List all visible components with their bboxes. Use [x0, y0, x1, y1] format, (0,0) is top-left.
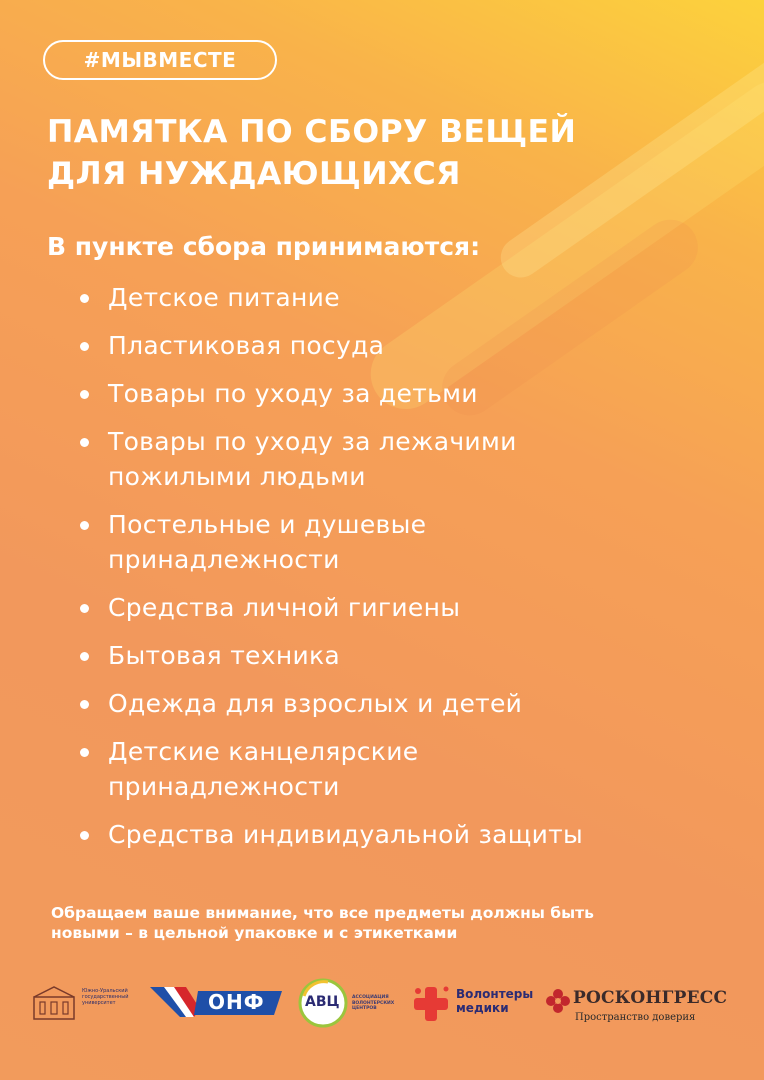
accepted-items-list — [80, 280, 583, 865]
avc-label: АВЦ — [305, 994, 340, 1010]
avc-text-line: АССОЦИАЦИЯ — [352, 995, 389, 1000]
title-line: ДЛЯ НУЖДАЮЩИХСЯ — [47, 156, 461, 192]
onf-label: ОНФ — [208, 990, 265, 1014]
medics-text — [456, 987, 533, 1015]
notice-line: Обращаем ваше внимание, что все предметы должны быть — [51, 904, 594, 922]
list-item-text: Пластиковая посуда — [108, 331, 385, 360]
medics-text-line: Волонтеры — [456, 987, 534, 1001]
susu-text-line: университет — [82, 1000, 116, 1006]
roscongress-slogan: Пространство доверия — [575, 1012, 696, 1023]
list-item-text: Бытовая техника — [108, 641, 341, 670]
avc-text-line: ВОЛОНТЕРСКИХ — [352, 1000, 395, 1006]
medical-cross-icon — [410, 983, 454, 1027]
list-item-text: Товары по уходу за лежачими — [108, 427, 517, 456]
susu-text-line: Южно-Уральский — [82, 988, 128, 994]
list-item — [80, 734, 583, 804]
bullet-icon — [80, 438, 89, 447]
bullet-icon — [80, 521, 89, 530]
list-item-text: Детские канцелярские — [108, 737, 419, 766]
susu-text-line: государственный — [82, 994, 129, 1000]
title-line: ПАМЯТКА ПО СБОРУ ВЕЩЕЙ — [47, 114, 577, 150]
medics-text-line: медики — [456, 1001, 509, 1015]
list-item-text: Средства личной гигиены — [108, 593, 461, 622]
bullet-icon — [80, 390, 89, 399]
bullet-icon — [80, 294, 89, 303]
susu-emblem-icon — [30, 983, 78, 1023]
notice-text — [51, 903, 731, 943]
roscongress-logo — [545, 978, 740, 1028]
hashtag-badge: #МЫВМЕСТЕ — [43, 40, 277, 80]
list-item — [80, 686, 583, 721]
list-item — [80, 328, 583, 363]
list-item-text: Детское питание — [108, 283, 340, 312]
onf-logo — [150, 978, 285, 1028]
bullet-icon — [80, 604, 89, 613]
roscongress-flower-icon — [545, 988, 571, 1014]
bullet-icon — [80, 342, 89, 351]
avc-text-line: ЦЕНТРОВ — [352, 1006, 377, 1011]
roscongress-name: РОСКОНГРЕСС — [573, 988, 728, 1008]
list-item-text: Средства индивидуальной защиты — [108, 820, 584, 849]
bullet-icon — [80, 831, 89, 840]
list-item — [80, 817, 583, 852]
list-item — [80, 638, 583, 673]
list-item — [80, 376, 583, 411]
list-item — [80, 590, 583, 625]
list-item-text: принадлежности — [108, 772, 340, 801]
list-item — [80, 507, 583, 577]
partner-logos — [30, 978, 740, 1028]
notice-line: новыми – в цельной упаковке и с этикетками — [51, 924, 458, 942]
list-item-text: Постельные и душевые — [108, 510, 427, 539]
susu-logo — [30, 978, 145, 1028]
avc-logo — [298, 978, 408, 1028]
volunteer-medics-logo — [410, 978, 534, 1028]
list-item-text: принадлежности — [108, 545, 340, 574]
bullet-icon — [80, 700, 89, 709]
bullet-icon — [80, 652, 89, 661]
list-item-text: Одежда для взрослых и детей — [108, 689, 523, 718]
list-item-text: Товары по уходу за детьми — [108, 379, 478, 408]
bullet-icon — [80, 748, 89, 757]
list-item-text: пожилыми людьми — [108, 462, 366, 491]
list-heading: В пункте сбора принимаются: — [47, 232, 481, 261]
list-item — [80, 280, 583, 315]
susu-text — [82, 988, 144, 1006]
page-title — [47, 111, 576, 195]
avc-text — [352, 995, 407, 1012]
list-item — [80, 424, 583, 494]
